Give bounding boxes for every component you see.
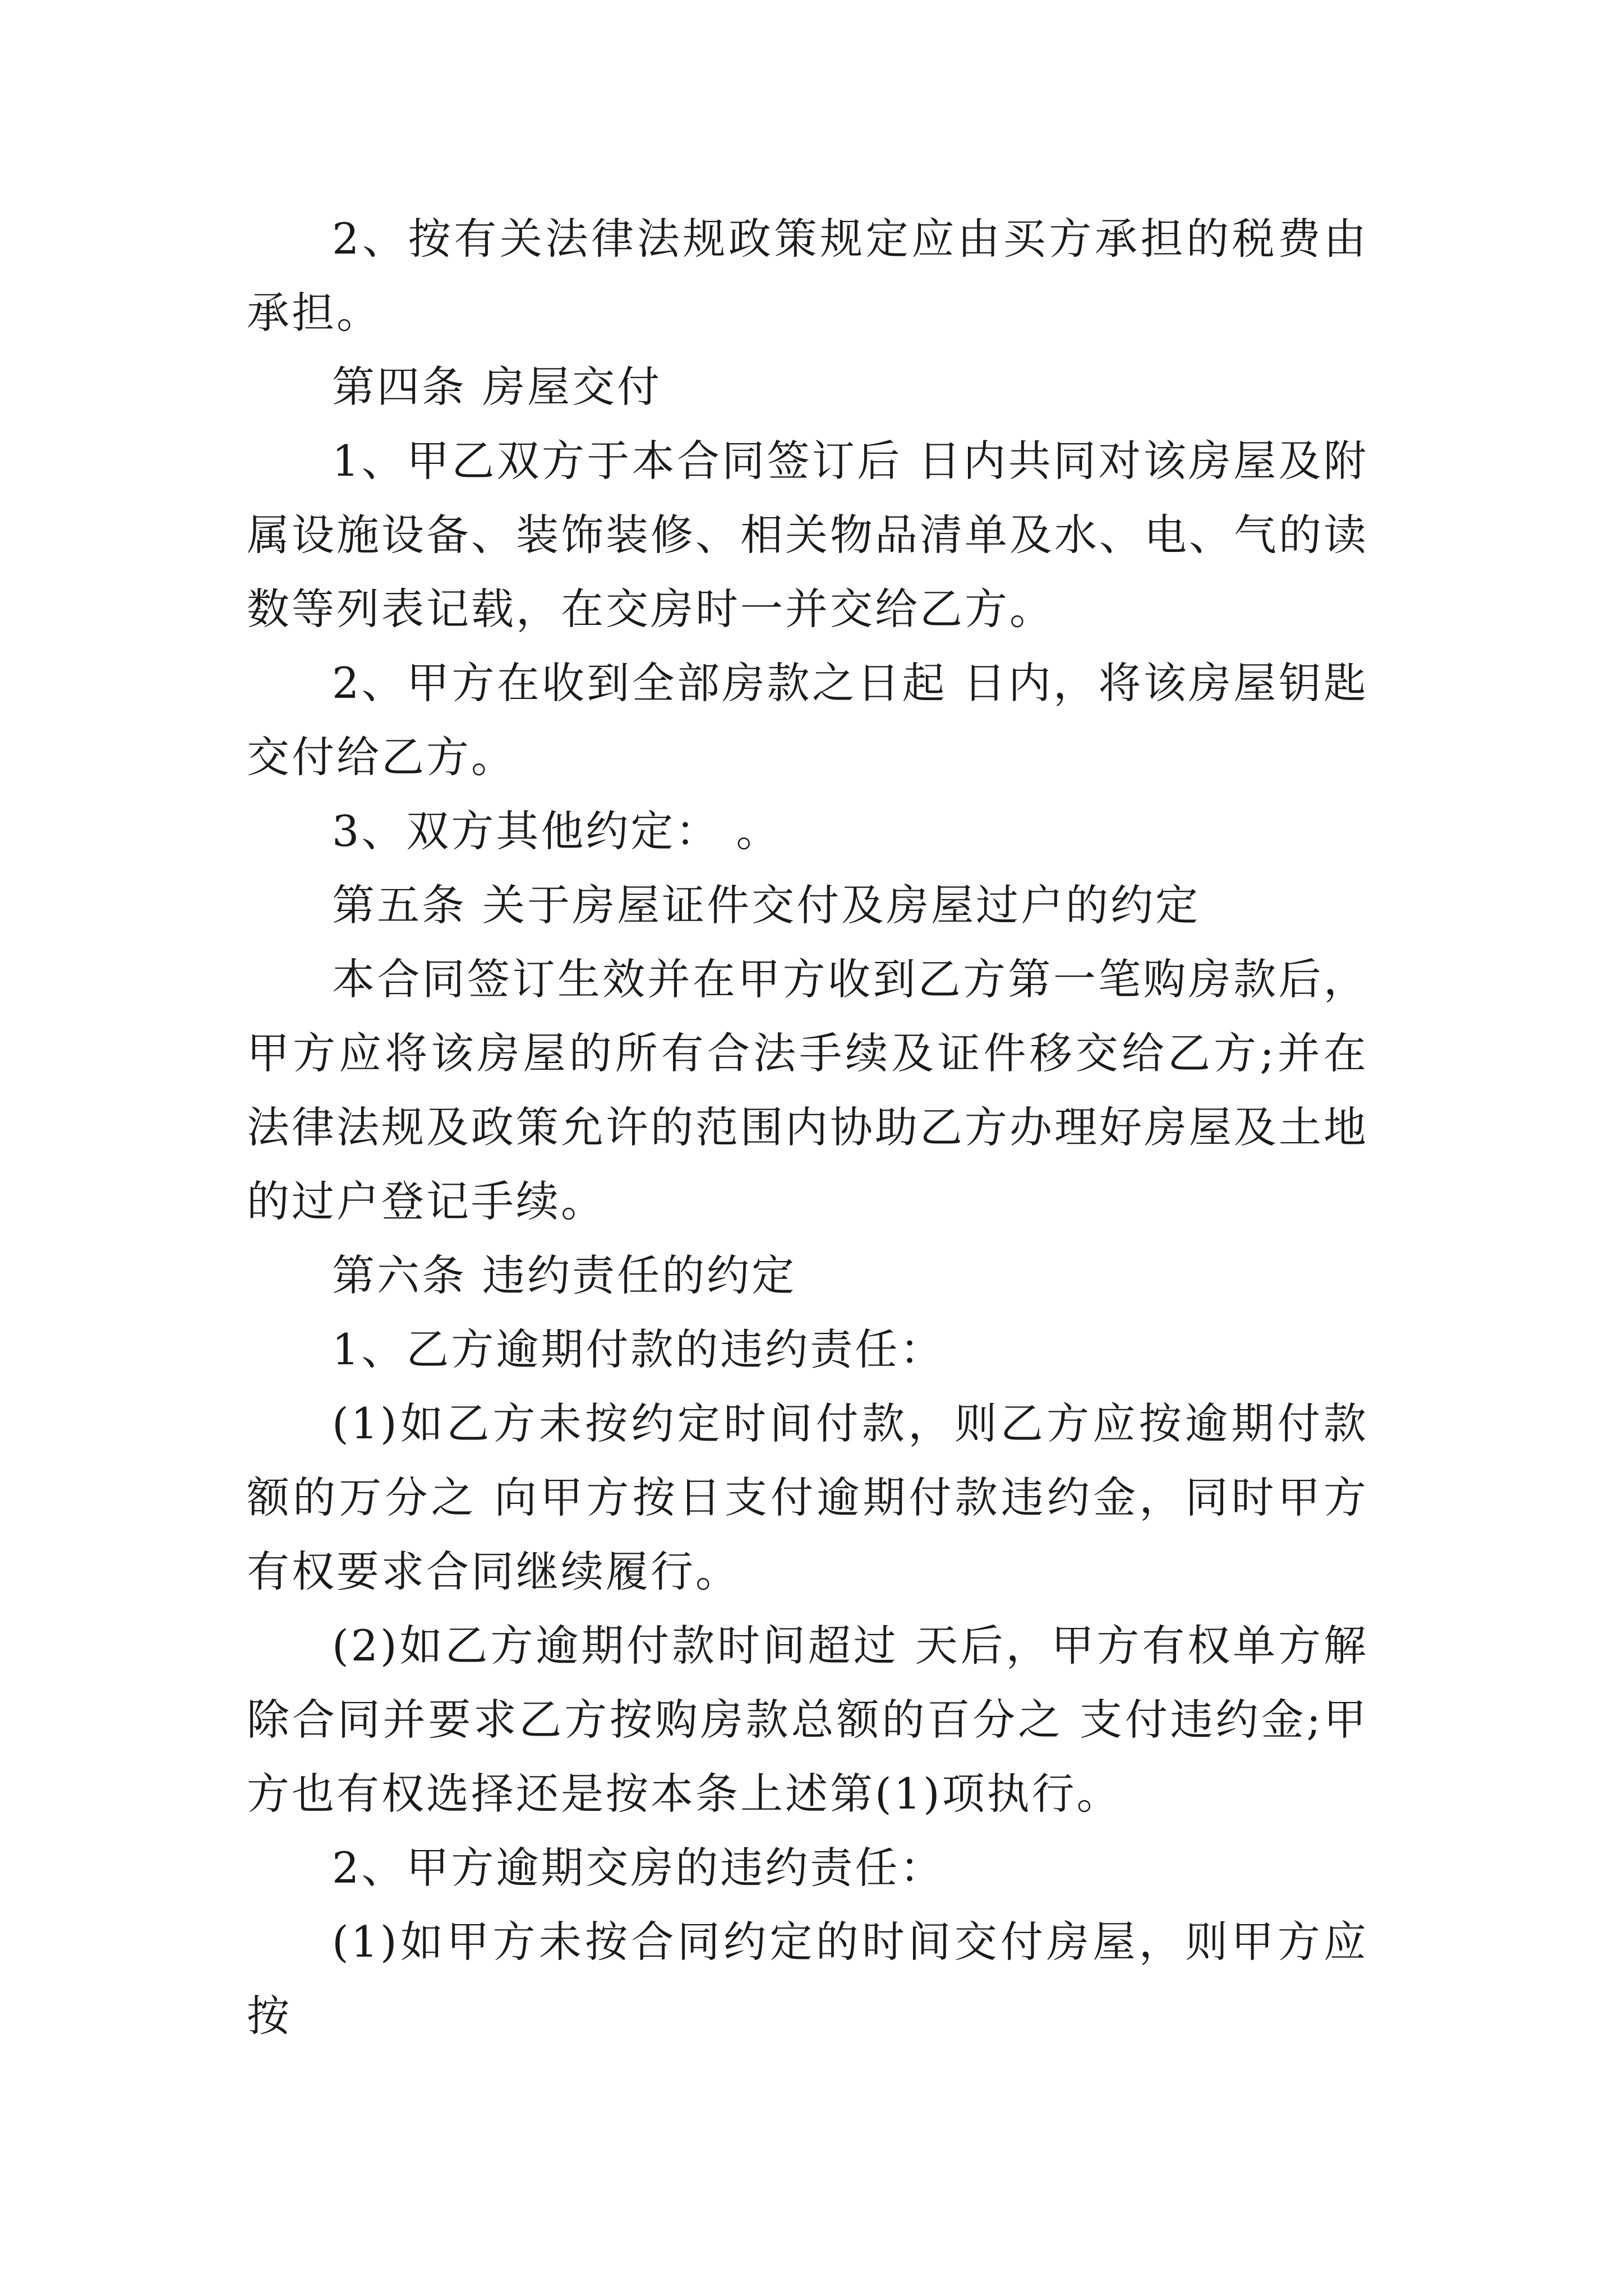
paragraph-article-4-item-1: 1、甲乙双方于本合同签订后 日内共同对该房屋及附属设施设备、装饰装修、相关物品清单及水、电、气的读数等列表记载，在交房时一并交给乙方。	[247, 436, 1368, 634]
paragraph-article-5-body: 本合同签订生效并在甲方收到乙方第一笔购房款后，甲方应将该房屋的所有合法手续及证件移交给乙方;并在法律法规及政策允许的范围内协助乙方办理好房屋及土地的过户登记手续。	[247, 954, 1368, 1226]
heading-article-4: 第四条 房屋交付	[332, 362, 662, 412]
paragraph-article-6-item-2-sub-1: (1)如甲方未按合同约定的时间交付房屋，则甲方应按	[247, 1917, 1368, 2041]
heading-article-6: 第六条 违约责任的约定	[332, 1250, 797, 1300]
paragraph-article-4-item-2: 2、甲方在收到全部房款之日起 日内，将该房屋钥匙交付给乙方。	[247, 658, 1368, 782]
paragraph-article-6-item-1-sub-1: (1)如乙方未按约定时间付款，则乙方应按逾期付款额的万分之 向甲方按日支付逾期付款违约金，同时甲方有权要求合同继续履行。	[247, 1398, 1368, 1596]
paragraph-article-6-item-2: 2、甲方逾期交房的违约责任：	[332, 1843, 945, 1893]
paragraph-article-6-item-1: 1、乙方逾期付款的违约责任：	[332, 1324, 945, 1374]
heading-article-5: 第五条 关于房屋证件交付及房屋过户的约定	[332, 880, 1201, 930]
paragraph-tax-burden: 2、按有关法律法规政策规定应由买方承担的税费由 承担。	[247, 214, 1368, 338]
paragraph-article-6-item-1-sub-2: (2)如乙方逾期付款时间超过 天后，甲方有权单方解除合同并要求乙方按购房款总额的百分之 支付违约金;甲方也有权选择还是按本条上述第(1)项执行。	[247, 1621, 1368, 1819]
document-body	[247, 202, 1368, 2053]
paragraph-article-4-item-3: 3、双方其他约定： 。	[332, 806, 781, 856]
